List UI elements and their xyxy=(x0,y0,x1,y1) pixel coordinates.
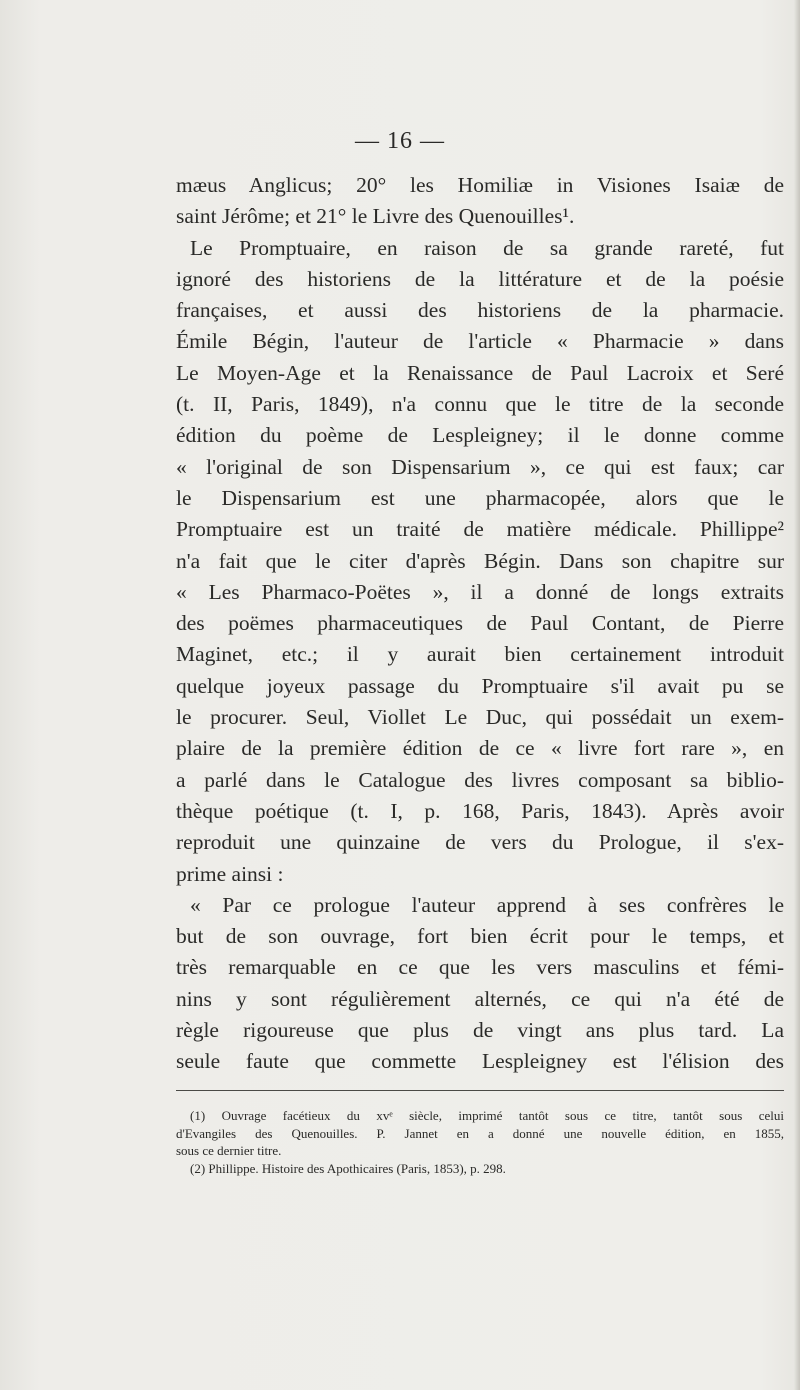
text-line: n'a fait que le citer d'après Bégin. Dans son chapitre sur xyxy=(176,548,784,573)
text-line: saint Jérôme; et 21° le Livre des Quenouilles¹. xyxy=(176,204,575,229)
footnote-line: sous ce dernier titre. xyxy=(176,1143,282,1159)
text-line: règle rigoureuse que plus de vingt ans plus tard. La xyxy=(176,1018,784,1043)
text-line: nins y sont régulièrement alternés, ce qui n'a été de xyxy=(176,986,784,1011)
text-line: thèque poétique (t. I, p. 168, Paris, 1843). Après avoir xyxy=(176,798,784,823)
text-line: a parlé dans le Catalogue des livres composant sa biblio- xyxy=(176,767,784,792)
text-line: prime ainsi : xyxy=(176,861,284,886)
text-line: Maginet, etc.; il y aurait bien certainement introduit xyxy=(176,642,784,667)
text-line: quelque joyeux passage du Promptuaire s'il avait pu se xyxy=(176,673,784,698)
text-line: « Les Pharmaco-Poëtes », il a donné de longs extraits xyxy=(176,579,784,604)
text-line: Le Promptuaire, en raison de sa grande rareté, fut xyxy=(190,235,784,260)
text-line: (t. II, Paris, 1849), n'a connu que le titre de la seconde xyxy=(176,392,784,417)
footnotes xyxy=(176,1107,784,1177)
text-line: Promptuaire est un traité de matière médicale. Phillippe² xyxy=(176,517,784,542)
page-number: — 16 — xyxy=(355,128,445,154)
text-line: des poëmes pharmaceutiques de Paul Contant, de Pierre xyxy=(176,611,784,636)
text-line: seule faute que commette Lespleigney est l'élision des xyxy=(176,1049,784,1074)
footnote-divider xyxy=(176,1090,784,1091)
text-line: Émile Bégin, l'auteur de l'article « Pharmacie » dans xyxy=(176,329,784,354)
text-line: « Par ce prologue l'auteur apprend à ses confrères le xyxy=(190,892,784,917)
page-edge-shadow xyxy=(794,0,800,1390)
text-line: Le Moyen-Age et la Renaissance de Paul Lacroix et Seré xyxy=(176,360,784,385)
text-line: très remarquable en ce que les vers masculins et fémi- xyxy=(176,955,784,980)
text-line: but de son ouvrage, fort bien écrit pour le temps, et xyxy=(176,924,784,949)
text-line: mæus Anglicus; 20° les Homiliæ in Visiones Isaiæ de xyxy=(176,173,784,197)
body-text xyxy=(176,170,784,1078)
text-line: ignoré des historiens de la littérature et de la poésie xyxy=(176,266,784,291)
text-line: françaises, et aussi des historiens de la pharmacie. xyxy=(176,298,784,323)
footnote-line: (1) Ouvrage facétieux du xvᵉ siècle, imprimé tantôt sous ce titre, tantôt sous celui xyxy=(190,1108,784,1123)
text-line: édition du poème de Lespleigney; il le donne comme xyxy=(176,423,784,448)
text-line: « l'original de son Dispensarium », ce qui est faux; car xyxy=(176,454,784,479)
text-line: le Dispensarium est une pharmacopée, alors que le xyxy=(176,485,784,510)
footnote-line: d'Evangiles des Quenouilles. P. Jannet en a donné une nouvelle édition, en 1855, xyxy=(176,1125,784,1141)
text-line: reproduit une quinzaine de vers du Prologue, il s'ex- xyxy=(176,830,784,855)
text-line: le procurer. Seul, Viollet Le Duc, qui possédait un exem- xyxy=(176,705,784,730)
footnote-line: (2) Phillippe. Histoire des Apothicaires (Paris, 1853), p. 298. xyxy=(190,1160,506,1176)
text-line: plaire de la première édition de ce « livre fort rare », en xyxy=(176,736,784,761)
